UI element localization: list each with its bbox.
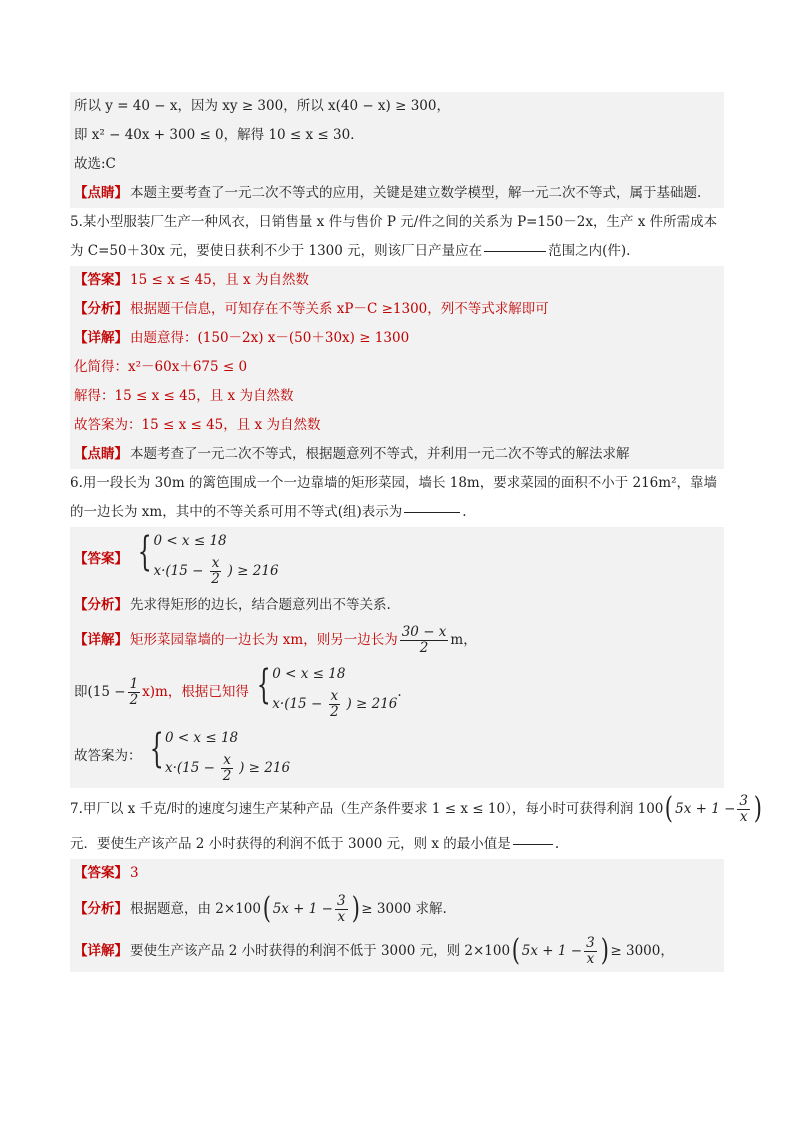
solution-block-q4: [70, 92, 724, 208]
detail-text: 故答案为：: [74, 747, 142, 764]
inequality-system: [251, 661, 398, 720]
answer-line: [74, 266, 720, 295]
numerator: 3: [739, 792, 749, 809]
fraction: [210, 556, 222, 587]
detail-line: [74, 324, 720, 353]
solution-block-q6: [70, 527, 724, 788]
document-page: [70, 92, 762, 972]
system-row: [165, 753, 290, 784]
answer-tag: 【答案】: [74, 550, 128, 567]
denominator: 2: [419, 639, 429, 656]
system-row-part: ) ≥ 216: [239, 759, 291, 776]
fraction: [335, 894, 348, 925]
expression-part: 5x + 1 −: [675, 800, 736, 817]
numerator: 30 − x: [401, 623, 447, 640]
brace-symbol: {: [137, 528, 152, 575]
detail-text: x)m，根据已知得: [142, 683, 249, 700]
remark-line: [74, 440, 720, 469]
fraction: [584, 936, 597, 967]
detail-line: [74, 620, 720, 660]
analysis-text: 根据题意，由 2×100: [130, 900, 261, 917]
paren-symbol: (: [262, 891, 271, 926]
analysis-line: [74, 295, 720, 324]
solution-block-q5: [70, 266, 724, 469]
detail-line: 解得：15 ≤ x ≤ 45，且 x 为自然数: [74, 388, 294, 405]
inequality-system: [132, 528, 279, 587]
remark-tag: 【点睛】: [74, 185, 128, 202]
system-row-part: x·(15 −: [153, 562, 204, 579]
answer-blank: [404, 512, 460, 513]
detail-text: 即(15 −: [74, 683, 126, 700]
detail-line: [74, 724, 720, 788]
detail-line: [74, 930, 720, 972]
numerator: 1: [129, 675, 139, 692]
detail-tag: 【详解】: [74, 942, 128, 959]
question-text: 6.用一段长为 30m 的篱笆围成一个一边靠墙的矩形菜园，墙长 18m，要求菜园的面积不小于 216m²，靠墙: [70, 475, 717, 492]
system-row-part: ) ≥ 216: [346, 695, 398, 712]
answer-blank: [513, 844, 553, 845]
detail-tag: 【详解】: [74, 330, 128, 347]
expression-part: 5x + 1 −: [272, 900, 333, 917]
question-text-part: 范围之内(件).: [548, 243, 631, 260]
analysis-tag: 【分析】: [74, 597, 128, 614]
paren-symbol: (: [511, 933, 521, 968]
fraction: [737, 794, 750, 825]
paren-symbol: ): [600, 933, 609, 968]
numerator: x: [223, 751, 231, 768]
detail-line: [74, 660, 720, 724]
detail-text: ≥ 3000，: [610, 942, 674, 959]
denominator: 2: [330, 703, 339, 720]
question-text-part: 为 C=50＋30x 元，要使日获利不少于 1300 元，则该厂日产量应在: [70, 243, 483, 260]
fraction: [329, 689, 341, 720]
numerator: x: [330, 687, 339, 704]
remark-text: 本题考查了一元二次不等式，根据题意列不等式，并利用一元二次不等式的解法求解: [130, 446, 630, 463]
analysis-line: [74, 888, 720, 930]
analysis-text: 先求得矩形的边长，结合题意列出不等关系.: [130, 597, 391, 614]
remark-line: [74, 179, 720, 208]
question-6: [70, 469, 724, 527]
answer-tag: 【答案】: [74, 865, 128, 882]
answer-text: 3: [130, 865, 139, 882]
fraction: [128, 677, 141, 708]
question-text-part: 元．要使生产该产品 2 小时获得的利润不低于 3000 元，则 x 的最小值是: [70, 836, 511, 853]
answer-text: 15 ≤ x ≤ 45，且 x 为自然数: [130, 272, 309, 289]
answer-line: [74, 527, 720, 591]
question-text-part: .: [554, 836, 560, 853]
answer-tag: 【答案】: [74, 272, 128, 289]
answer-blank: [484, 251, 546, 252]
detail-text: 要使生产该产品 2 小时获得的利润不低于 3000 元，则 2×100: [130, 942, 511, 959]
brace-symbol: {: [149, 725, 164, 772]
fraction: [400, 625, 449, 656]
expression-part: 5x + 1 −: [521, 942, 583, 959]
brace-symbol: {: [256, 661, 271, 708]
question-7: [70, 788, 762, 859]
question-text: [70, 498, 724, 527]
detail-text: 矩形菜园靠墙的一边长为 xm，则另一边长为: [130, 631, 398, 648]
system-row: 0 < x ≤ 18: [153, 532, 227, 549]
system-row: 0 < x ≤ 18: [272, 665, 346, 682]
denominator: 2: [211, 570, 220, 587]
analysis-text: 根据题干信息，可知存在不等关系 xP－C ≥1300，列不等式求解即可: [130, 301, 549, 318]
solution-line: 所以 y = 40 − x，因为 xy ≥ 300，所以 x(40 − x) ≥ 300，: [74, 98, 450, 115]
analysis-line: [74, 591, 720, 620]
system-row: [272, 689, 397, 720]
paren-symbol: ): [351, 891, 360, 926]
system-row: [153, 556, 278, 587]
detail-tag: 【详解】: [74, 631, 128, 648]
question-text-part: .: [462, 504, 467, 521]
denominator: 2: [222, 767, 232, 784]
detail-line: 化简得：x²－60x＋675 ≤ 0: [74, 359, 248, 376]
question-text-part: 7.甲厂以 x 千克/时的速度匀速生产某种产品（生产条件要求 1 ≤ x ≤ 10），每小时可获得利润 100: [70, 800, 664, 817]
numerator: x: [211, 554, 220, 571]
detail-text: .: [397, 683, 402, 700]
detail-line: 故答案为：15 ≤ x ≤ 45，且 x 为自然数: [74, 417, 321, 434]
denominator: x: [739, 808, 748, 825]
fraction: [221, 753, 233, 784]
solution-line: 故选:C: [74, 156, 116, 173]
remark-tag: 【点睛】: [74, 446, 128, 463]
detail-text: m，: [450, 631, 477, 648]
answer-line: [74, 859, 720, 888]
paren-symbol: (: [665, 791, 674, 826]
analysis-tag: 【分析】: [74, 900, 128, 917]
analysis-text: ≥ 3000 求解.: [361, 900, 447, 917]
numerator: 3: [336, 892, 346, 909]
analysis-tag: 【分析】: [74, 301, 128, 318]
detail-text: 由题意得：(150－2x) x－(50＋30x) ≥ 1300: [130, 330, 410, 347]
question-text: [70, 830, 724, 859]
question-5: [70, 208, 724, 266]
denominator: x: [337, 908, 346, 925]
system-row-part: x·(15 −: [272, 695, 323, 712]
question-text: [70, 237, 724, 266]
solution-line: 即 x² − 40x + 300 ≤ 0，解得 10 ≤ x ≤ 30．: [74, 127, 364, 144]
system-row: 0 < x ≤ 18: [164, 729, 239, 746]
remark-text: 本题主要考查了一元二次不等式的应用，关键是建立数学模型，解一元二次不等式，属于基础题.: [130, 185, 702, 202]
question-text: [70, 788, 762, 830]
denominator: 2: [129, 691, 139, 708]
inequality-system: [144, 725, 291, 784]
paren-symbol: ): [753, 791, 762, 826]
solution-block-q7: [70, 859, 724, 972]
denominator: x: [586, 950, 595, 967]
system-row-part: x·(15 −: [164, 759, 215, 776]
question-text: 5.某小型服装厂生产一种风衣，日销售量 x 件与售价 P 元/件之间的关系为 P=150－2x，生产 x 件所需成本: [70, 214, 718, 231]
question-text-part: 的一边长为 xm，其中的不等关系可用不等式(组)表示为: [70, 504, 403, 521]
system-row-part: ) ≥ 216: [227, 562, 279, 579]
numerator: 3: [586, 934, 595, 951]
